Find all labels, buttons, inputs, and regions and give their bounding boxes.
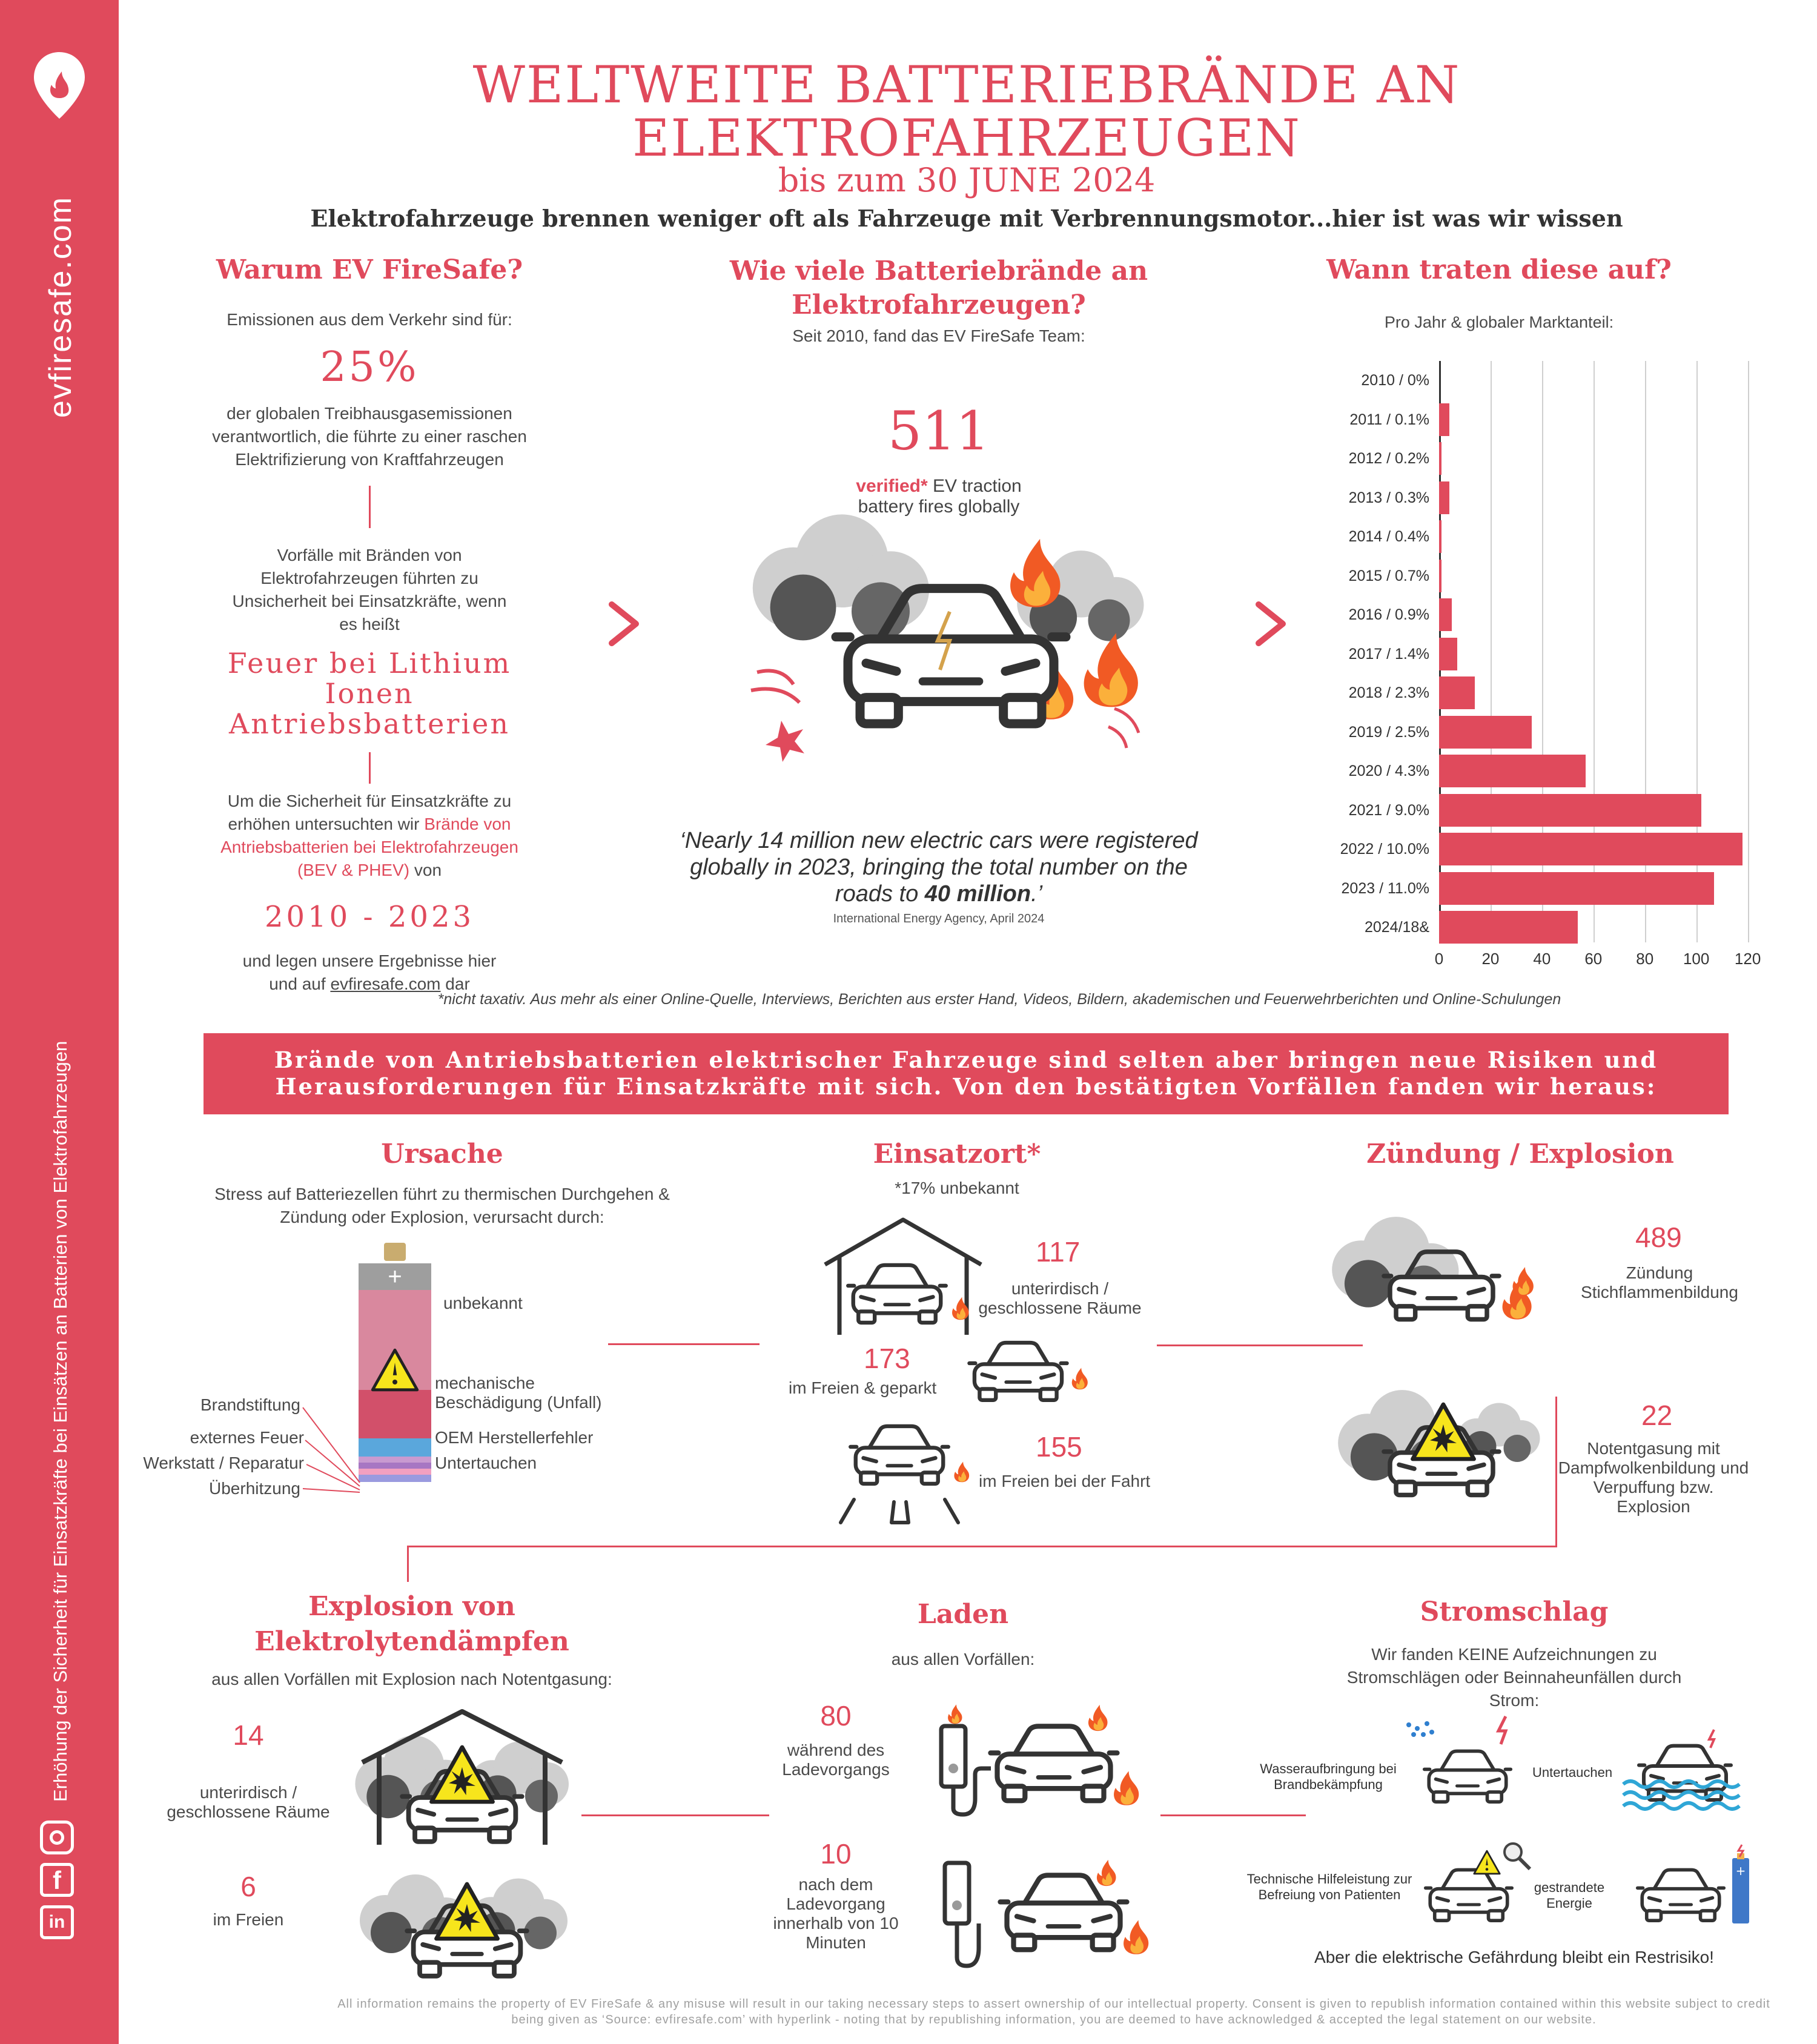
sidebar: [0, 0, 119, 2044]
cause-leader-lines: [302, 1404, 362, 1495]
charging-after-count: 10: [820, 1838, 852, 1870]
charging-after-label: nach dem Ladevorgang innerhalb von 10 Minuten: [773, 1875, 899, 1952]
parked-count: 173: [864, 1343, 910, 1374]
cause-heading: Ursache: [381, 1139, 503, 1169]
cause-workshop: Werkstatt / Reparatur: [143, 1454, 304, 1472]
site-name[interactable]: evfiresafe.com: [43, 196, 78, 418]
chart-y-labels: [1272, 361, 1429, 942]
chart-gridline: [1748, 361, 1749, 942]
explosion-heading: [182, 1589, 642, 1659]
cause-unknown: unbekannt: [443, 1294, 523, 1312]
chart-bar: [1439, 520, 1441, 553]
charging-during-label: während des Ladevorgangs: [782, 1741, 890, 1779]
charging-car-icon: [933, 1702, 1151, 1817]
why-p5-tail: dar: [445, 974, 470, 993]
facebook-icon[interactable]: f: [40, 1863, 74, 1897]
location-heading: Einsatzort*: [873, 1139, 1041, 1169]
chart-bar: [1439, 794, 1701, 827]
parked-label: im Freien & geparkt: [789, 1378, 937, 1397]
battery-body: +: [359, 1263, 431, 1473]
chart-y-label: 2019 / 2.5%: [1348, 723, 1429, 741]
chart-y-label: 2023 / 11.0%: [1341, 879, 1429, 897]
why-p2: der globalen Treibhausgasemissionen verantwortlich, die führte zu einer raschen Elektrifizierung von Kraftfahrzeugen: [212, 404, 527, 469]
venting-car-icon: [1332, 1384, 1551, 1506]
fire-count: 511: [888, 400, 990, 462]
fires-per-year-chart: [1272, 361, 1761, 979]
why-p4-tail: von: [414, 861, 442, 879]
burning-ev-illustration: [745, 509, 1181, 763]
battery-terminal: [384, 1243, 406, 1261]
when-heading: Wann traten diese auf?: [1326, 254, 1672, 285]
when-section: [1302, 254, 1696, 334]
banner-line-2: Herausforderungen für Einsatzkräfte mit sich. Von den bestätigten Vorfällen fanden wir heraus:: [275, 1073, 1657, 1100]
water-spray-car-icon: [1404, 1716, 1525, 1807]
quote-source: International Energy Agency, April 2024: [833, 912, 1045, 925]
shock-submerge-label: Untertauchen: [1532, 1765, 1613, 1780]
banner-line-1: Brände von Antriebsbatterien elektrischer Fahrzeuge sind selten aber bringen neue Risiken und: [274, 1047, 1658, 1073]
explosion-outdoor-label: im Freien: [213, 1910, 284, 1929]
charging-sub: aus allen Vorfällen:: [891, 1650, 1035, 1669]
chart-bar: [1439, 598, 1452, 631]
fire-desc-1: EV traction: [927, 476, 1022, 496]
page-subtitle: bis zum 30 JUNE 2024: [778, 161, 1156, 199]
shock-section: [1272, 1596, 1756, 1712]
garage-count: 117: [1036, 1236, 1081, 1268]
linkedin-icon[interactable]: in: [40, 1905, 74, 1939]
chart-x-tick: 100: [1683, 950, 1710, 968]
why-section: [182, 254, 557, 996]
findings-banner: [204, 1033, 1729, 1114]
divider: [369, 752, 371, 784]
ignition-section: [1320, 1139, 1720, 1169]
logo-flame-pin-icon: [31, 50, 87, 121]
chart-bar: [1439, 676, 1475, 709]
chart-y-label: 2018 / 2.3%: [1348, 684, 1429, 701]
why-p4-highlight: Brände von Antriebsbatterien bei Elektrofahrzeugen (BEV & PHEV): [220, 815, 518, 879]
why-percent: 25%: [320, 343, 419, 391]
quote-end: .’: [1031, 881, 1043, 907]
page-tagline: Elektrofahrzeuge brennen weniger oft als Fahrzeuge mit Verbrennungsmotor...hier ist was wir wissen: [310, 205, 1623, 232]
divider: [369, 486, 371, 528]
explosion-sub: aus allen Vorfällen mit Explosion nach Notentgasung:: [211, 1670, 612, 1688]
stranded-energy-car-icon: [1635, 1841, 1756, 1926]
driving-label: im Freien bei der Fahrt: [979, 1472, 1151, 1490]
chevron-right-icon: [607, 600, 643, 648]
shock-closing: Aber die elektrische Gefährdung bleibt ein Restrisiko!: [1314, 1948, 1714, 1966]
page-title: [119, 55, 1815, 168]
chart-x-tick: 20: [1481, 950, 1500, 968]
chart-bar: [1439, 872, 1714, 905]
shock-water-label: Wasseraufbringung bei Brandbekämpfung: [1260, 1761, 1397, 1792]
why-p4: [182, 790, 557, 882]
when-sub: Pro Jahr & globaler Marktanteil:: [1384, 313, 1614, 331]
charging-section: [775, 1599, 1151, 1671]
garage-label: unterirdisch / geschlossene Räume: [978, 1279, 1142, 1317]
why-p5: [182, 950, 557, 996]
chart-y-label: 2021 / 9.0%: [1348, 801, 1429, 819]
after-charging-car-icon: [936, 1857, 1154, 1972]
outdoor-explosion-icon: [355, 1863, 579, 1984]
svg-text:+: +: [1735, 1864, 1746, 1878]
why-years: 2010 - 2023: [264, 900, 475, 934]
chart-y-label: 2013 / 0.3%: [1348, 489, 1429, 506]
why-highlight: Feuer bei Lithium Ionen Antriebsbatterien: [227, 647, 512, 740]
connector-line: [1555, 1397, 1557, 1547]
cause-submerged: Untertauchen: [435, 1454, 537, 1472]
chart-bar: [1439, 638, 1457, 670]
howmany-section: [666, 254, 1211, 348]
chart-bar: [1439, 403, 1449, 436]
shock-sub: Wir fanden KEINE Aufzeichnungen zu Stromschlägen oder Beinnaheunfällen durch Strom:: [1346, 1645, 1682, 1710]
why-p4-text: Um die Sicherheit für Einsatzkräfte zu erhöhen untersuchten wir: [227, 792, 512, 833]
title-line-1: WELTWEITE BATTERIEBRÄNDE AN: [472, 55, 1461, 114]
chart-bar: [1439, 560, 1441, 592]
charging-heading: Laden: [917, 1599, 1009, 1630]
cause-mechanical: mechanische Beschädigung (Unfall): [435, 1374, 602, 1412]
connector-line: [581, 1814, 769, 1816]
legal-statement: All information remains the property of EV FireSafe & any misuse will result in our taking necessary steps to assert ownership of our intellectual property. Consent is given to republish information contained within this website subject to credit being given as ‘Source: evfiresafe.com’ with hyperlink - noting that by republishing information, you are deemed to have acknowledged & accepted the legal statement on our website.: [337, 1997, 1770, 2026]
sidebar-tagline: Erhöhung der Sicherheit für Einsatzkräfte bei Einsätzen an Batterien von Elektrofahrzeugen: [50, 1040, 71, 1802]
shock-heading: Stromschlag: [1420, 1596, 1609, 1627]
chart-y-label: 2017 / 1.4%: [1348, 645, 1429, 663]
connector-line: [1160, 1814, 1306, 1816]
shock-stranded-label: gestrandete Energie: [1534, 1880, 1605, 1911]
chart-y-label: 2016 / 0.9%: [1348, 606, 1429, 623]
explosion-heading-line-1: Explosion von: [308, 1591, 515, 1622]
location-sub: *17% unbekannt: [895, 1179, 1019, 1197]
chart-y-label: 2022 / 10.0%: [1340, 841, 1429, 858]
shock-rescue-label: Technische Hilfeleistung zur Befreiung von Patienten: [1246, 1871, 1412, 1902]
chart-y-label: 2010 / 0%: [1361, 372, 1429, 389]
chart-y-label: 2014 / 0.4%: [1348, 528, 1429, 545]
connector-line: [407, 1546, 1557, 1547]
chart-y-label: 2020 / 4.3%: [1348, 762, 1429, 779]
location-section: [787, 1139, 1127, 1200]
segment-oem: [359, 1438, 431, 1457]
driving-car-icon: [836, 1421, 975, 1524]
why-p5-text: und legen unsere Ergebnisse hier und auf: [242, 951, 497, 993]
why-p1: Emissionen aus dem Verkehr sind für:: [227, 310, 512, 329]
charging-during-count: 80: [820, 1700, 852, 1731]
ignition-heading: Zündung / Explosion: [1366, 1139, 1674, 1169]
title-line-2: ELEKTROFAHRZEUGEN: [632, 108, 1301, 168]
why-p5-link[interactable]: evfiresafe.com: [330, 974, 441, 993]
chart-bar: [1439, 911, 1578, 944]
chart-y-label: 2012 / 0.2%: [1348, 450, 1429, 467]
iea-quote: [660, 827, 1217, 907]
why-p3: Vorfälle mit Bränden von Elektrofahrzeugen führten zu Unsicherheit bei Einsatzkräfte, wenn es heißt: [232, 546, 507, 633]
explosion-section: [182, 1589, 642, 1691]
howmany-sub: Seit 2010, fand das EV FireSafe Team:: [792, 326, 1085, 345]
driving-count: 155: [1036, 1431, 1082, 1463]
chart-plot-area: [1439, 361, 1754, 942]
ignition-car-icon: [1326, 1211, 1551, 1332]
parked-car-icon: [967, 1332, 1094, 1405]
segment-mechanical: [359, 1390, 431, 1438]
explosion-enclosed-label: unterirdisch / geschlossene Räume: [167, 1783, 330, 1821]
chart-bar: [1439, 833, 1743, 865]
chart-x-tick: 40: [1533, 950, 1551, 968]
chart-bar: [1439, 442, 1441, 475]
ignition-count: 489: [1635, 1222, 1682, 1253]
battery-cause-diagram: [359, 1243, 431, 1497]
chart-y-label: 2015 / 0.7%: [1348, 567, 1429, 584]
chart-x-tick: 60: [1584, 950, 1603, 968]
instagram-icon[interactable]: [40, 1821, 74, 1854]
chart-x-axis: [1434, 950, 1761, 974]
chart-x-tick: 80: [1636, 950, 1654, 968]
chart-y-label: 2024/18&: [1364, 919, 1429, 936]
enclosed-explosion-icon: [350, 1708, 580, 1847]
fire-desc-2: battery fires globally: [858, 497, 1020, 517]
chart-x-tick: 120: [1734, 950, 1761, 968]
quote-text: ‘Nearly 14 million new electric cars were registered globally in 2023, bringing the total number on the roads to: [680, 828, 1198, 907]
connector-line: [608, 1343, 760, 1345]
garage-car-icon: [821, 1216, 985, 1337]
howmany-heading: Wie viele Batteriebrände an Elektrofahrzeugen?: [729, 256, 1148, 320]
rescue-car-icon: [1420, 1841, 1535, 1926]
cause-external-fire: externes Feuer: [190, 1428, 304, 1447]
connector-line: [1157, 1344, 1363, 1346]
submerged-car-icon: [1623, 1730, 1744, 1814]
explosion-outdoor-count: 6: [240, 1871, 256, 1902]
explosion-heading-line-2: Elektrolytendämpfen: [254, 1626, 569, 1657]
venting-label: Notentgasung mit Dampfwolkenbildung und Verpuffung bzw. Explosion: [1558, 1439, 1749, 1516]
why-heading: Warum EV FireSafe?: [216, 254, 523, 285]
warning-icon: [371, 1348, 419, 1392]
ignition-label: Zündung Stichflammenbildung: [1581, 1263, 1738, 1301]
connector-line: [407, 1546, 409, 1582]
chart-bar: [1439, 755, 1586, 787]
cause-section: [182, 1139, 703, 1229]
cause-oem: OEM Herstellerfehler: [435, 1428, 594, 1447]
chart-bar: [1439, 716, 1532, 749]
chart-x-tick: 0: [1434, 950, 1444, 968]
explosion-enclosed-count: 14: [233, 1719, 264, 1751]
footnote: *nicht taxativ. Aus mehr als einer Online-Quelle, Interviews, Berichten aus erster Hand, Videos, Bildern, akademischen und Feuerwehrberichten und Online-Schulungen: [437, 991, 1561, 1008]
verified-label: verified*: [856, 476, 928, 496]
cause-arson: Brandstiftung: [200, 1395, 300, 1414]
quote-bold: 40 million: [924, 881, 1031, 907]
cause-overheating: Überhitzung: [209, 1479, 300, 1498]
chart-y-label: 2011 / 0.1%: [1349, 411, 1429, 428]
chart-bar: [1439, 481, 1449, 514]
venting-count: 22: [1641, 1400, 1673, 1431]
cause-sub: Stress auf Batteriezellen führt zu thermischen Durchgehen & Zündung oder Explosion, verursacht durch:: [214, 1185, 670, 1226]
